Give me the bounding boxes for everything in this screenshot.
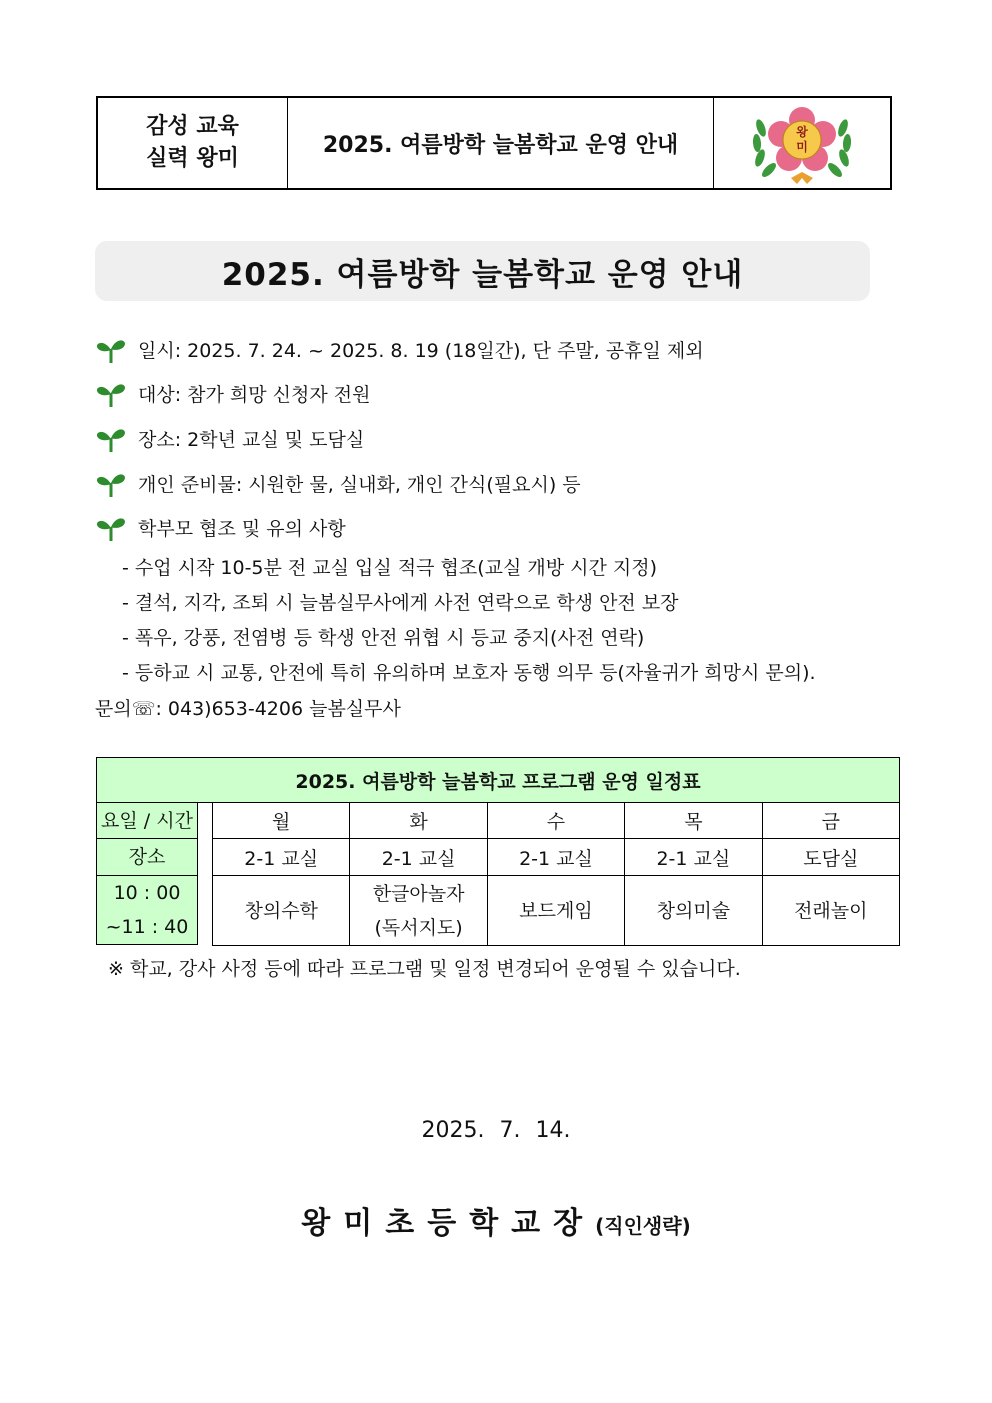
info-text: : 2학년 교실 및 도담실: [174, 429, 365, 451]
sprout-icon: [96, 471, 126, 497]
program-cell: [350, 876, 487, 946]
info-schedule: [96, 336, 704, 363]
school-slogan: [98, 98, 288, 188]
day-cell: 금: [762, 803, 899, 839]
note-item: - 결석, 지각, 조퇴 시 늘봄실무사에게 사전 연락으로 학생 안전 보장: [122, 592, 679, 614]
program-name: 한글아놀자: [372, 882, 465, 905]
signature: [0, 1198, 992, 1242]
place-cell: 2-1 교실: [213, 839, 350, 876]
time-start: 10 : 00: [113, 882, 181, 904]
place-cell: 2-1 교실: [350, 839, 487, 876]
info-supplies: [96, 470, 581, 497]
schedule-table: [212, 802, 900, 946]
principal-name: 왕미초등학교장: [301, 1206, 596, 1241]
note-item: - 등하교 시 교통, 안전에 특히 유의하며 보호자 동행 의무 등(자율귀가 희망시 문의).: [122, 662, 816, 684]
label-day-time: 요일 / 시간: [96, 802, 198, 839]
schedule-note: ※ 학교, 강사 사정 등에 따라 프로그램 및 일정 변경되어 운영될 수 있습니다.: [108, 958, 741, 980]
label-time: [96, 875, 198, 945]
program-cell: [625, 876, 762, 946]
header-title: 2025. 여름방학 늘봄학교 운영 안내: [288, 98, 714, 188]
program-name: 전래놀이: [794, 899, 868, 922]
place-cell: 2-1 교실: [625, 839, 762, 876]
program-cell: [487, 876, 624, 946]
row-days: [213, 803, 900, 839]
day-cell: 화: [350, 803, 487, 839]
schedule-title: 2025. 여름방학 늘봄학교 프로그램 운영 일정표: [96, 757, 900, 803]
program-name: 창의수학: [244, 899, 318, 922]
contact-info: 문의☏: 043)653-4206 늘봄실무사: [95, 698, 401, 720]
slogan-line-1: 감성 교육: [146, 114, 239, 139]
day-cell: 월: [213, 803, 350, 839]
sprout-icon: [96, 381, 126, 407]
logo-text-bottom: 미: [796, 140, 808, 154]
info-label: 학부모 협조 및 유의 사항: [138, 518, 346, 540]
program-cell: [213, 876, 350, 946]
info-parent-notes: [96, 514, 346, 541]
header-box: [96, 96, 892, 190]
logo-text-top: 왕: [796, 125, 808, 139]
place-cell: 도담실: [762, 839, 899, 876]
program-subtitle: (독서지도): [374, 916, 463, 939]
main-title: 2025. 여름방학 늘봄학교 운영 안내: [95, 241, 870, 301]
label-place: 장소: [96, 838, 198, 876]
seal-omitted: (직인생략): [595, 1214, 691, 1238]
program-name: 보드게임: [519, 899, 593, 922]
note-item: - 폭우, 강풍, 전염병 등 학생 안전 위협 시 등교 중지(사전 연락): [122, 627, 645, 649]
slogan-line-2: 실력 왕미: [146, 146, 239, 171]
place-cell: 2-1 교실: [487, 839, 624, 876]
school-logo: [714, 98, 890, 188]
school-emblem-icon: [747, 98, 857, 188]
sprout-icon: [96, 337, 126, 363]
info-text: : 2025. 7. 24. ~ 2025. 8. 19 (18일간), 단 주말, 공휴일 제외: [174, 340, 704, 362]
day-cell: 수: [487, 803, 624, 839]
info-label: 일시: [138, 340, 175, 362]
info-label: 장소: [138, 429, 175, 451]
program-name: 창의미술: [656, 899, 731, 922]
row-programs: [213, 876, 900, 946]
info-text: : 참가 희망 신청자 전원: [174, 384, 371, 406]
sprout-icon: [96, 426, 126, 452]
info-label: 대상: [138, 384, 175, 406]
row-places: [213, 839, 900, 876]
info-text: : 시원한 물, 실내화, 개인 간식(필요시) 등: [235, 474, 581, 496]
program-cell: [762, 876, 899, 946]
sprout-icon: [96, 515, 126, 541]
info-target: [96, 380, 370, 407]
note-item: - 수업 시작 10-5분 전 교실 입실 적극 협조(교실 개방 시간 지정): [122, 557, 658, 579]
document-date: 2025. 7. 14.: [421, 1118, 571, 1143]
day-cell: 목: [625, 803, 762, 839]
info-label: 개인 준비물: [138, 474, 236, 496]
info-place: [96, 425, 364, 452]
time-end: ~11 : 40: [105, 916, 189, 938]
